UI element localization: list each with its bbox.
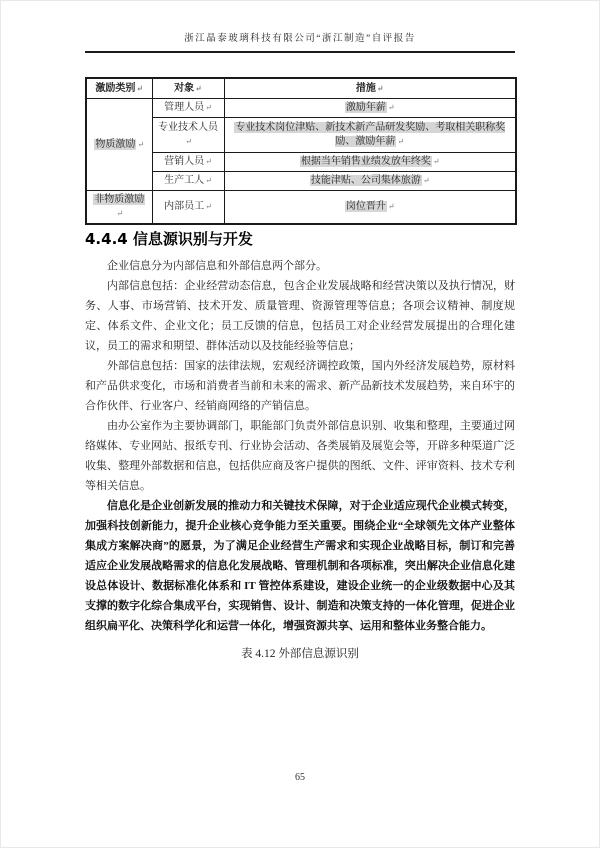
body-text [85, 256, 515, 636]
cell-end-mark: ↵ [387, 103, 395, 112]
table-caption: 表 4.12 外部信息源识别 [241, 648, 359, 660]
cell-end-mark: ↵ [205, 176, 212, 185]
running-header: 浙江晶泰玻璃科技有限公司“浙江制造”自评报告 [85, 30, 515, 53]
cell-end-mark: ↵ [387, 202, 395, 211]
cell-end-mark: ↵ [432, 157, 440, 166]
target-cell: 生产工人↵ [152, 172, 224, 191]
table-row [86, 191, 516, 225]
cell-end-mark: ↵ [397, 137, 405, 146]
cell-end-mark: ↵ [205, 157, 212, 166]
measure-cell: 激励年薪 ↵ [224, 99, 516, 118]
cell-end-mark: ↵ [205, 103, 212, 112]
col-header-measure: 措施↵ [224, 78, 516, 99]
measure-cell: 根据当年销售业绩发放年终奖 ↵ [224, 153, 516, 172]
target-cell: 专业技术人员↵ [152, 118, 224, 153]
paragraph: 内部信息包括：企业经营动态信息，包含企业发展战略和经营决策以及执行情况，财务、人事、市场营销、技术开发、质量管理、资源管理等信息；各项会议精神、制度规定、体系文件、企业文化；员工反馈的信息，包括员工对企业经营发展提出的合理化建议，员工的需求和期望、群体活动以及技能经验等信息； [85, 280, 515, 352]
table-header-row [86, 78, 516, 99]
paragraph-emphasis: 信息化是企业创新发展的推动力和关键技术保障，对于企业适应现代企业模式转变，加强科技创新能力，提升企业核心竞争能力至关重要。围绕企业“全球领先文体产业整体集成方案解决商”的愿景，为了满足企业经营生产需求和实现企业战略目标，制订和完善适应企业发展战略需求的信息化发展战略、管理机制和各项标准，突出解决企业信息化建设总体设计、数据标准化体系和 IT 管控体系建设，建设企业统一的企业级数据中心及其支撑的数字化综合集成平台，实现销售、设计、制造和决策支持的一体化管理，促进企业组织扁平化、决策科学化和运营一体化，增强资源共享、运用和整体业务整合能力。 [85, 500, 515, 632]
cell-end-mark: ↵ [137, 139, 145, 149]
category-cell-material: 物质激励 ↵ [86, 99, 152, 191]
section-heading: 4.4.4 信息源识别与开发 [85, 230, 253, 248]
target-cell: 管理人员↵ [152, 99, 224, 118]
table-row [86, 99, 516, 118]
cell-end-mark: ↵ [376, 83, 384, 93]
col-header-target: 对象↵ [152, 78, 224, 99]
measure-cell: 岗位晋升 ↵ [224, 191, 516, 225]
cell-end-mark: ↵ [195, 83, 202, 93]
incentive-table [85, 77, 517, 225]
cell-end-mark: ↵ [136, 83, 144, 93]
cell-end-mark: ↵ [116, 209, 124, 218]
cell-end-mark: ↵ [205, 202, 212, 211]
paragraph: 外部信息包括：国家的法律法规，宏观经济调控政策，国内外经济发展趋势，原材料和产品供求变化，市场和消费者当前和未来的需求、新产品新技术发展趋势，来自环宇的合作伙伴、行业客户、经销商网络的产销信息。 [85, 360, 515, 412]
target-cell: 内部员工↵ [152, 191, 224, 225]
category-cell-nonmaterial: 非物质激励↵ [86, 191, 152, 225]
cell-end-mark: ↵ [422, 176, 430, 185]
target-cell: 营销人员↵ [152, 153, 224, 172]
paragraph: 由办公室作为主要协调部门，职能部门负责外部信息识别、收集和整理，主要通过网络媒体、专业网站、报纸专刊、行业协会活动、各类展销及展览会等，开辟多种渠道广泛收集、整理外部数据和信息，包括供应商及客户提供的图纸、文件、评审资料、技术专利等相关信息。 [85, 420, 515, 492]
measure-cell: 专业技术岗位津贴、新技术新产品研发奖励、考取相关职称奖励、激励年薪 ↵ [224, 118, 516, 153]
page-number: 65 [295, 772, 305, 783]
paragraph: 企业信息分为内部信息和外部信息两个部分。 [107, 260, 327, 272]
col-header-category: 激励类别↵ [86, 78, 152, 99]
measure-cell: 技能津贴、公司集体旅游 ↵ [224, 172, 516, 191]
cell-end-mark: ↵ [185, 137, 192, 146]
